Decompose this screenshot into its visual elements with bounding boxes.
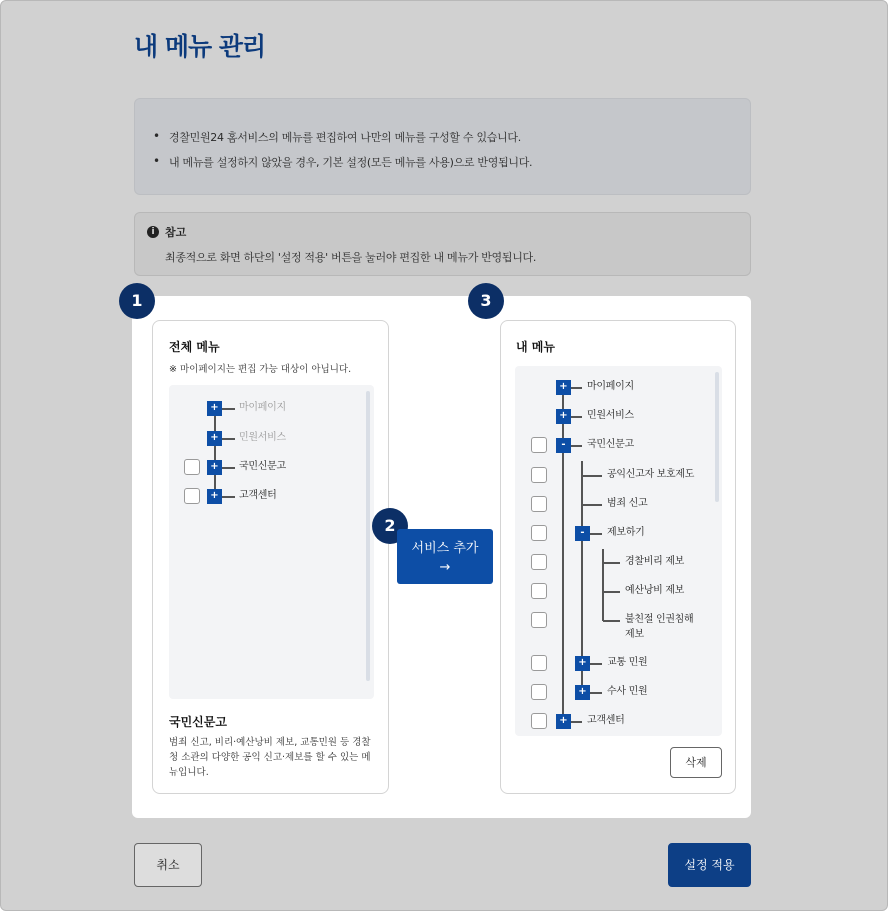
menu-item-label[interactable]: 불친절 인권침해 제보: [625, 614, 694, 640]
tree-line: [221, 467, 235, 469]
expand-icon[interactable]: +: [207, 489, 222, 504]
desc-title: 국민신문고: [169, 715, 227, 729]
expand-icon[interactable]: +: [575, 685, 590, 700]
menu-item-label[interactable]: 고객센터: [587, 715, 625, 726]
step-badge-3: 3: [468, 283, 504, 319]
step-badge-1: 1: [119, 283, 155, 319]
menu-checkbox[interactable]: [531, 525, 547, 541]
tree-line: [603, 620, 620, 622]
menu-item-label[interactable]: 마이페이지: [239, 402, 286, 413]
my-menu-title: 내 메뉴: [516, 340, 555, 354]
expand-icon[interactable]: +: [575, 656, 590, 671]
menu-checkbox[interactable]: [531, 612, 547, 628]
collapse-icon[interactable]: -: [556, 438, 571, 453]
menu-checkbox[interactable]: [531, 554, 547, 570]
menu-item-label[interactable]: 마이페이지: [587, 381, 634, 392]
expand-icon[interactable]: +: [207, 431, 222, 446]
scrollbar[interactable]: [715, 372, 719, 502]
tree-line: [582, 504, 602, 506]
tree-line: [570, 387, 582, 389]
menu-item-label[interactable]: 수사 민원: [607, 686, 648, 697]
menu-item-label[interactable]: 예산낭비 제보: [625, 585, 685, 596]
add-service-label: 서비스 추가: [411, 541, 479, 556]
tree-line: [221, 408, 235, 410]
info-box: [134, 98, 751, 195]
expand-icon[interactable]: +: [556, 409, 571, 424]
tree-line: [602, 549, 604, 621]
menu-item-label[interactable]: 국민신문고: [239, 461, 286, 472]
expand-icon[interactable]: +: [556, 714, 571, 729]
tree-line: [570, 416, 582, 418]
menu-checkbox[interactable]: [531, 583, 547, 599]
menu-item-label[interactable]: 민원서비스: [239, 432, 286, 443]
menu-item-label[interactable]: 범죄 신고: [607, 498, 648, 509]
menu-item-label[interactable]: 경찰비리 제보: [625, 556, 685, 567]
menu-item-label[interactable]: 제보하기: [607, 527, 645, 538]
expand-icon[interactable]: +: [556, 380, 571, 395]
info-icon: i: [147, 226, 159, 238]
note-text: 최종적으로 화면 하단의 '설정 적용' 버튼을 눌러야 편집한 내 메뉴가 반영됩니다.: [165, 251, 537, 264]
menu-checkbox[interactable]: [184, 459, 200, 475]
tree-line: [603, 562, 620, 564]
desc-text: 범죄 신고, 비리·예산낭비 제보, 교통민원 등 경찰청 소관의 다양한 공익 신고·제보를 할 수 있는 메뉴입니다.: [169, 737, 371, 778]
menu-item-label[interactable]: 국민신문고: [587, 439, 634, 450]
menu-checkbox[interactable]: [531, 713, 547, 729]
menu-checkbox[interactable]: [531, 684, 547, 700]
all-menu-hint: ※ 마이페이지는 편집 가능 대상이 아닙니다.: [169, 364, 352, 375]
expand-icon[interactable]: +: [207, 460, 222, 475]
cancel-button[interactable]: 취소: [134, 843, 202, 887]
tree-line: [570, 445, 582, 447]
tree-line: [582, 475, 602, 477]
arrow-right-icon: →: [439, 560, 451, 575]
menu-checkbox[interactable]: [531, 655, 547, 671]
menu-item-label[interactable]: 고객센터: [239, 490, 277, 501]
tree-line: [221, 438, 235, 440]
tree-line: [603, 591, 620, 593]
page-title: 내 메뉴 관리: [134, 32, 266, 61]
menu-checkbox[interactable]: [184, 488, 200, 504]
menu-checkbox[interactable]: [531, 467, 547, 483]
info-item: • 내 메뉴를 설정하지 않았을 경우, 기본 설정(모든 메뉴를 사용)으로 반영됩니다.: [169, 154, 532, 170]
menu-item-label[interactable]: 민원서비스: [587, 410, 634, 421]
menu-item-label[interactable]: 공익신고자 보호제도: [607, 469, 695, 480]
collapse-icon[interactable]: -: [575, 526, 590, 541]
scrollbar[interactable]: [366, 391, 370, 681]
add-service-button[interactable]: [397, 529, 493, 584]
step-badge-2: 2: [372, 508, 408, 544]
tree-line: [214, 408, 216, 496]
note-title: 참고: [165, 226, 187, 239]
menu-checkbox[interactable]: [531, 496, 547, 512]
tree-line: [570, 721, 582, 723]
all-menu-title: 전체 메뉴: [169, 340, 220, 354]
menu-item-label[interactable]: 교통 민원: [607, 657, 648, 668]
note-box: [134, 212, 751, 276]
all-menu-panel: [152, 320, 389, 794]
expand-icon[interactable]: +: [207, 401, 222, 416]
tree-line: [221, 496, 235, 498]
menu-checkbox[interactable]: [531, 437, 547, 453]
apply-settings-button[interactable]: 설정 적용: [668, 843, 751, 887]
info-item: • 경찰민원24 홈서비스의 메뉴를 편집하여 나만의 메뉴를 구성할 수 있습니다.: [169, 129, 521, 145]
delete-button[interactable]: 삭제: [670, 747, 722, 778]
